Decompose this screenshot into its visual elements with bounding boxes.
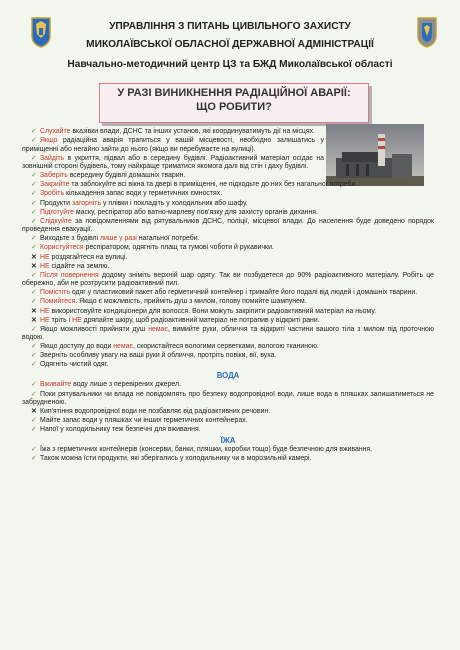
check-icon: ✓ <box>31 181 37 189</box>
item-text: маску, респіратор або ватно-марлеву пов'язку для захисту органів дихання. <box>74 208 318 216</box>
list-item <box>22 200 434 209</box>
list-item <box>22 308 434 317</box>
item-keyword: Зробіть <box>40 190 65 198</box>
item-text: респіратором, одягніть плащ та гумові чоботи й рукавички. <box>83 244 274 252</box>
item-text: Поки рятувальники чи влада не повідомлять про безпеку водопровідної води, лише вода в пляшках залишатиметься не забрудненою. <box>22 390 434 407</box>
check-icon: ✓ <box>31 289 37 297</box>
cross-icon: ✕ <box>31 262 37 270</box>
list-item <box>22 190 434 199</box>
item-keyword: Помийтеся <box>40 298 76 306</box>
item-text: використовуйте кондиціонери для волосся. Вони можуть закріпити радіоактивний матеріал на ньому. <box>49 307 376 315</box>
item-text: Зверніть особливу увагу на ваші руки й обличчя, протріть повіки, вії, вуха. <box>40 352 277 360</box>
item-text: Майте запас води у пляшках чи інших герметичних контейнерах. <box>40 417 248 425</box>
item-keyword: НЕ <box>40 316 50 324</box>
item-text: воду лише з перевірених джерел. <box>71 381 181 389</box>
list-item <box>22 172 434 181</box>
header <box>0 0 460 78</box>
check-icon: ✓ <box>31 235 37 243</box>
check-icon: ✓ <box>31 190 37 198</box>
header-title-line-2: МИКОЛАЇВСЬКОЇ ОБЛАСНОЇ ДЕРЖАВНОЇ АДМІНІСТРАЦІЇ <box>86 39 374 50</box>
item-keyword: лише у разі <box>100 235 137 243</box>
item-text: радіаційна аварія трапиться у вашій місцевості, необхідно залишатись у приміщенні або негайно зайти до нього (якщо ви перебуваєте на вулиці). <box>22 137 324 153</box>
item-text: Також можна їсти продукти, які зберігались у холодильнику чи в морозильній камері. <box>40 455 312 463</box>
item-text: та заблокуйте всі вікна та двері в приміщенні, не підходьте до них без нагальної потреби. <box>69 181 358 189</box>
item-keyword: Якщо <box>40 137 58 145</box>
item-text: одяг у пластиковий пакет або герметичний контейнер і тримайте його подалі від людей і домашніх тварини. <box>69 289 418 297</box>
item-keyword: НЕ <box>40 253 50 261</box>
check-icon: ✓ <box>31 343 37 351</box>
item-text: Виходьте з будівлі <box>40 235 100 243</box>
list-item <box>22 352 434 361</box>
list-item <box>22 137 324 154</box>
list-item <box>22 417 434 426</box>
list-item <box>22 326 434 343</box>
item-text: Одягніть чистий одяг. <box>40 361 109 369</box>
item-text: тріть і <box>49 316 73 324</box>
item-keyword: НЕ <box>72 316 82 324</box>
list-item <box>22 381 434 390</box>
cross-icon: ✕ <box>31 316 37 324</box>
list-item <box>22 244 434 253</box>
cross-icon: ✕ <box>31 253 37 261</box>
cross-icon: ✕ <box>31 408 37 416</box>
list-item <box>22 218 434 235</box>
item-keyword: НЕ <box>40 307 50 315</box>
check-icon: ✓ <box>31 455 37 463</box>
item-keyword: Після повернення <box>40 271 99 279</box>
banner-line-2: ЩО РОБИТИ? <box>196 101 272 113</box>
check-icon: ✓ <box>31 361 37 369</box>
list-item <box>22 254 434 263</box>
list-item <box>22 343 434 352</box>
list-item <box>22 455 434 464</box>
item-keyword: немає <box>113 343 133 351</box>
check-icon: ✓ <box>31 172 37 180</box>
check-icon: ✓ <box>31 446 37 454</box>
item-keyword: Зайдіть <box>40 154 65 162</box>
item-text: Продукти <box>40 199 72 207</box>
item-keyword: НЕ <box>40 262 50 270</box>
item-keyword: Слухайте <box>40 128 71 135</box>
banner-line-1: У РАЗІ ВИНИКНЕННЯ РАДІАЦІЙНОЇ АВАРІЇ: <box>117 87 351 99</box>
list-item <box>22 298 434 307</box>
check-icon: ✓ <box>31 271 37 279</box>
item-keyword: Слідкуйте <box>40 217 72 225</box>
check-icon: ✓ <box>31 381 37 389</box>
food-list <box>22 446 434 464</box>
check-icon: ✓ <box>31 208 37 216</box>
check-icon: ✓ <box>31 325 37 333</box>
list-item <box>22 361 434 370</box>
item-text: Напої у холодильнику теж безпечні для вживання. <box>40 426 201 434</box>
section-title-food: ЇЖА <box>220 435 236 445</box>
item-text: роздягайтеся на вулиці. <box>49 253 128 261</box>
water-list <box>22 381 434 434</box>
check-icon: ✓ <box>31 217 37 225</box>
item-keyword: Підготуйте <box>40 208 74 216</box>
item-text: у плівки і покладіть у холодильник або шафу. <box>101 199 248 207</box>
item-keyword: загорніть <box>71 199 102 207</box>
item-text: Якщо можливості прийняти душ <box>40 325 149 333</box>
item-text: дряпайте шкіру, щоб радіоактивний матеріал не потрапив у відкриті рани. <box>81 316 320 324</box>
check-icon: ✓ <box>31 199 37 207</box>
item-text: , вимийте руки, обличчя та відкриті частини вашого тіла з милом під проточною водою. <box>22 325 435 342</box>
list-item <box>22 317 434 326</box>
list-item <box>22 272 434 289</box>
item-keyword: немає <box>148 325 168 333</box>
list-item <box>22 426 434 435</box>
list-item <box>22 235 434 244</box>
item-text: Кип'ятіння водопровідної води не позбавляє від радіоактивних речовин. <box>40 408 271 416</box>
check-icon: ✓ <box>31 390 37 398</box>
item-keyword: Помістіть <box>40 289 70 297</box>
list-item <box>22 408 434 417</box>
check-icon: ✓ <box>31 137 37 145</box>
item-text: за повідомленнями від рятувальників ДСНС, поліції, місцевої влади. До населення буде доведено порядок проведення евакуації. <box>22 217 434 234</box>
check-icon: ✓ <box>31 128 37 135</box>
check-icon: ✓ <box>31 154 37 162</box>
item-text: . Якщо є можливість, прийміть душ з милом, голову помийте шампунем. <box>75 298 307 306</box>
item-text: додому зніміть верхній шар одягу. Так ви позбудетеся до 90% радіоактивного матеріалу. Робіть це обережно, аби не розтрусити радіоактивний пил. <box>22 271 434 288</box>
title-banner <box>99 83 369 123</box>
list-item <box>22 289 434 298</box>
item-keyword: Вживайте <box>40 381 72 389</box>
cross-icon: ✕ <box>31 307 37 315</box>
item-text: всередину будівлі домашніх тварин. <box>67 172 186 180</box>
instructions <box>22 128 434 465</box>
list-item <box>22 263 434 272</box>
list-item <box>22 128 324 137</box>
item-keyword: Користуйтеся <box>40 244 84 252</box>
check-icon: ✓ <box>31 244 37 252</box>
list-item <box>22 391 434 408</box>
item-text: нагальної потреби. <box>136 235 200 243</box>
item-text: в укриття, підвал або в середину будівлі. Радіоактивний матеріал осідає на зовнішній стороні будівель, тому найкраще триматися якомога далі від стін і даху будівлі. <box>22 154 324 171</box>
item-text: вказівки влади, ДСНС та інших установ, які координуватимуть дії на місцях. <box>70 128 315 135</box>
check-icon: ✓ <box>31 298 37 306</box>
item-text: Їжа з герметичних контейнерів (консерви, банки, пляшки, коробки тощо) буде безпечною для вживання. <box>40 446 373 454</box>
list-item <box>22 209 434 218</box>
section-title-water: ВОДА <box>216 370 240 380</box>
list-item <box>22 181 434 190</box>
item-text: , скористайтеся вологими серветками, вологою тканиною. <box>132 343 319 351</box>
item-keyword: Закрийте <box>40 181 70 189</box>
check-icon: ✓ <box>31 352 37 360</box>
item-keyword: Заберіть <box>40 172 68 180</box>
check-icon: ✓ <box>31 426 37 434</box>
item-text: Якщо доступу до води <box>40 343 114 351</box>
list-item <box>22 155 324 172</box>
list-item <box>22 446 434 455</box>
header-title-line-1: УПРАВЛІННЯ З ПИТАНЬ ЦИВІЛЬНОГО ЗАХИСТУ <box>109 21 351 32</box>
item-text: сідайте на землю. <box>49 262 110 270</box>
item-text: кількадення запас води у герметичних ємностях. <box>64 190 223 198</box>
header-subtitle: Навчально-методичний центр ЦЗ та БЖД Миколаївської області <box>67 59 393 70</box>
check-icon: ✓ <box>31 417 37 425</box>
instruction-list <box>22 128 434 370</box>
